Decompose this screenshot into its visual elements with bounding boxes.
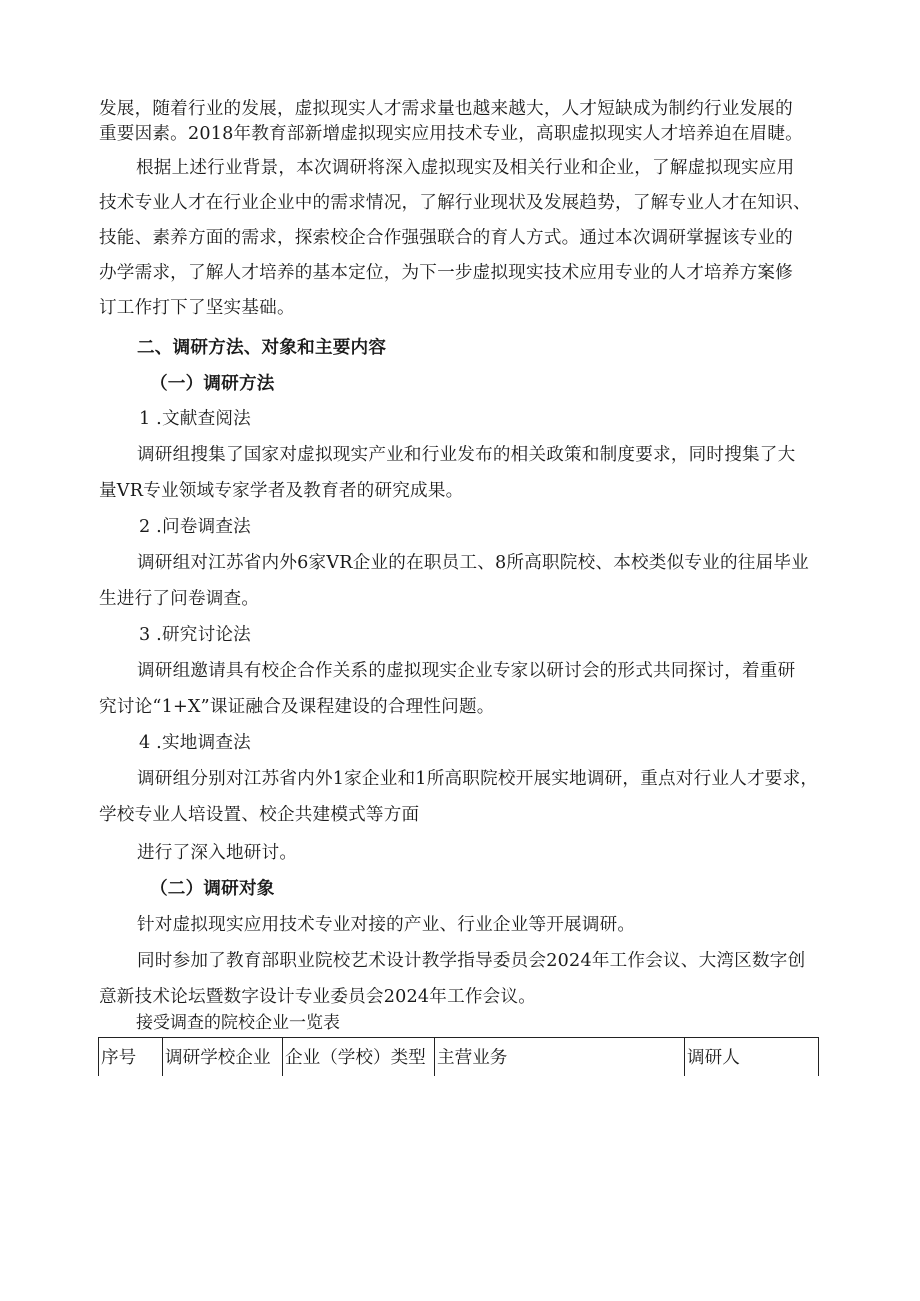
paragraph-line: 生进行了问卷调查。 — [99, 589, 260, 609]
method-title: 3 .研究讨论法 — [139, 625, 251, 645]
table-border — [282, 1038, 283, 1076]
paragraph-line: 究讨论“1+X”课证融合及课程建设的合理性问题。 — [99, 697, 495, 717]
table-header-cell: 调研人 — [687, 1048, 740, 1068]
paragraph-line: 技术专业人才在行业企业中的需求情况，了解行业现状及发展趋势，了解专业人才在知识、 — [99, 193, 811, 213]
paragraph-line: 调研组搜集了国家对虚拟现实产业和行业发布的相关政策和制度要求，同时搜集了大 — [137, 445, 796, 465]
paragraph-line: 学校专业人培设置、校企共建模式等方面 — [99, 805, 420, 825]
paragraph-line: 根据上述行业背景，本次调研将深入虚拟现实及相关行业和企业，了解虚拟现实应用 — [136, 158, 795, 178]
paragraph-line: 订工作打下了坚实基础。 — [99, 298, 295, 318]
paragraph-line: 针对虚拟现实应用技术专业对接的产业、行业企业等开展调研。 — [137, 915, 636, 935]
method-title: 1 .文献查阅法 — [139, 409, 251, 429]
method-title: 4 .实地调查法 — [139, 733, 251, 753]
paragraph-line: 同时参加了教育部职业院校艺术设计教学指导委员会2024年工作会议、大湾区数字创 — [137, 951, 806, 971]
table-border — [162, 1038, 163, 1076]
table-border — [818, 1038, 819, 1076]
method-title: 2 .问卷调查法 — [139, 517, 251, 537]
table-border — [684, 1038, 685, 1076]
section-heading: 二、调研方法、对象和主要内容 — [137, 337, 387, 358]
survey-table — [98, 1037, 819, 1076]
table-header-cell: 企业（学校）类型 — [285, 1048, 426, 1068]
subsection-heading: （二）调研对象 — [150, 878, 275, 899]
paragraph-line: 发展，随着行业的发展，虚拟现实人才需求量也越来越大，人才短缺成为制约行业发展的 — [99, 99, 793, 119]
paragraph-line: 重要因素。2018年教育部新增虚拟现实应用技术专业，高职虚拟现实人才培养迫在眉睫。 — [99, 124, 803, 144]
paragraph-line: 技能、素养方面的需求，探索校企合作强强联合的育人方式。通过本次调研掌握该专业的 — [99, 228, 793, 248]
paragraph-line: 量VR专业领域专家学者及教育者的研究成果。 — [99, 481, 464, 501]
subsection-heading: （一）调研方法 — [150, 373, 275, 394]
paragraph-line: 意新技术论坛暨数字设计专业委员会2024年工作会议。 — [99, 987, 537, 1007]
table-border — [98, 1038, 99, 1076]
table-header-cell: 序号 — [101, 1048, 137, 1068]
paragraph-line: 进行了深入地研讨。 — [137, 843, 298, 863]
table-header-cell: 主营业务 — [437, 1048, 508, 1068]
paragraph-line: 调研组分别对江苏省内外1家企业和1所高职院校开展实地调研，重点对行业人才要求， — [137, 769, 819, 789]
paragraph-line: 调研组对江苏省内外6家VR企业的在职员工、8所高职院校、本校类似专业的往届毕业 — [137, 553, 809, 573]
paragraph-line: 办学需求，了解人才培养的基本定位，为下一步虚拟现实技术应用专业的人才培养方案修 — [99, 263, 793, 283]
paragraph-line: 调研组邀请具有校企合作关系的虚拟现实企业专家以研讨会的形式共同探讨，着重研 — [137, 661, 796, 681]
table-header-cell: 调研学校企业 — [165, 1048, 271, 1068]
table-border — [434, 1038, 435, 1076]
table-caption: 接受调查的院校企业一览表 — [136, 1013, 340, 1033]
